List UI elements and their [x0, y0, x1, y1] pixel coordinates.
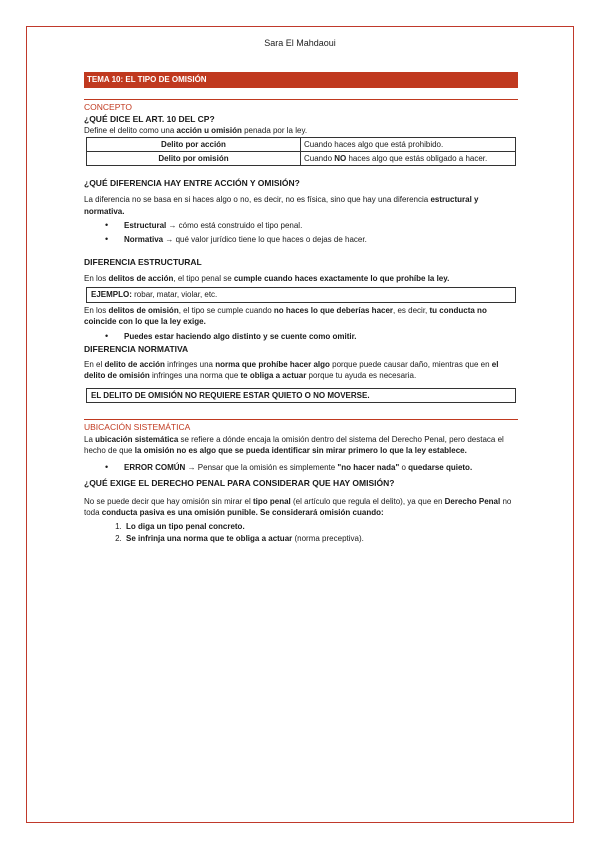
question-diferencia: ¿QUÉ DIFERENCIA HAY ENTRE ACCIÓN Y OMISIÓN?	[84, 177, 300, 188]
concepto-intro: Define el delito como una acción u omisión penada por la ley.	[84, 126, 308, 135]
normativa-text: En el delito de acción infringes una norma que prohíbe hacer algo porque puede causar daño, mientras que en el delito de omisión infringes una norma que te obliga a actuar porque tu ayuda es necesaria.	[84, 359, 499, 380]
exige-list	[84, 521, 518, 545]
estructural-p2: En los delitos de omisión, el tipo se cumple cuando no haces lo que deberías hacer, es decir, tu conducta no coincide con lo que la ley exige.	[84, 305, 487, 326]
exige-text: No se puede decir que hay omisión sin mirar el tipo penal (el artículo que regula el delito), ya que en Derecho Penal no toda conducta pasiva es una omisión punible. Se considerará omisión cuando:	[84, 496, 512, 517]
definitions-table	[86, 137, 516, 166]
list-item: 1. Lo diga un tipo penal concreto.	[124, 521, 518, 533]
list-item: • ERROR COMÚN → Pensar que la omisión es simplemente "no hacer nada" o quedarse quieto.	[124, 462, 518, 474]
normativa-callout-box: EL DELITO DE OMISIÓN NO REQUIERE ESTAR QUIETO O NO MOVERSE.	[86, 388, 516, 404]
table-term: Delito por omisión	[87, 151, 301, 165]
ubicacion-text: La ubicación sistemática se refiere a dónde encaja la omisión dentro del sistema del Derecho Penal, pero destaca el hecho de que la omisión no es algo que se pueda identificar sin mirar primero lo que la ley establece.	[84, 434, 504, 455]
section-label-concepto: CONCEPTO	[84, 102, 133, 112]
author-header: Sara El Mahdaoui	[264, 38, 336, 48]
diferencia-text: La diferencia no se basa en si haces algo o no, es decir, no es física, sino que hay una diferencia estructural y normativa.	[84, 195, 479, 216]
table-row	[87, 151, 516, 165]
heading-normativa: DIFERENCIA NORMATIVA	[84, 344, 189, 354]
list-item: • Puedes estar haciendo algo distinto y se cuente como omitir.	[124, 331, 518, 343]
list-item: • Normativa → qué valor jurídico tiene lo que haces o dejas de hacer.	[124, 234, 518, 246]
section-divider	[84, 419, 518, 420]
estructural-list	[84, 331, 518, 343]
list-item: • Estructural → cómo está construido el tipo penal.	[124, 220, 518, 232]
table-definition: Cuando haces algo que está prohibido.	[301, 137, 516, 151]
question-art10: ¿QUÉ DICE EL ART. 10 DEL CP?	[84, 113, 215, 124]
ubicacion-list	[84, 462, 518, 474]
list-item: 2. Se infrinja una norma que te obliga a actuar (norma preceptiva).	[124, 533, 518, 545]
topic-banner: TEMA 10: EL TIPO DE OMISIÓN	[84, 72, 518, 88]
question-exige: ¿QUÉ EXIGE EL DERECHO PENAL PARA CONSIDERAR QUE HAY OMISIÓN?	[84, 478, 395, 488]
diferencia-list	[84, 220, 518, 245]
table-term: Delito por acción	[87, 137, 301, 151]
section-label-ubicacion: UBICACIÓN SISTEMÁTICA	[84, 422, 191, 432]
section-divider	[84, 99, 518, 100]
example-box: EJEMPLO: robar, matar, violar, etc.	[86, 287, 516, 303]
heading-estructural: DIFERENCIA ESTRUCTURAL	[84, 257, 202, 267]
table-definition: Cuando NO haces algo que estás obligado a hacer.	[301, 151, 516, 165]
estructural-p1: En los delitos de acción, el tipo penal se cumple cuando haces exactamente lo que prohíbe la ley.	[84, 273, 450, 283]
table-row	[87, 137, 516, 151]
document-body	[84, 99, 518, 546]
